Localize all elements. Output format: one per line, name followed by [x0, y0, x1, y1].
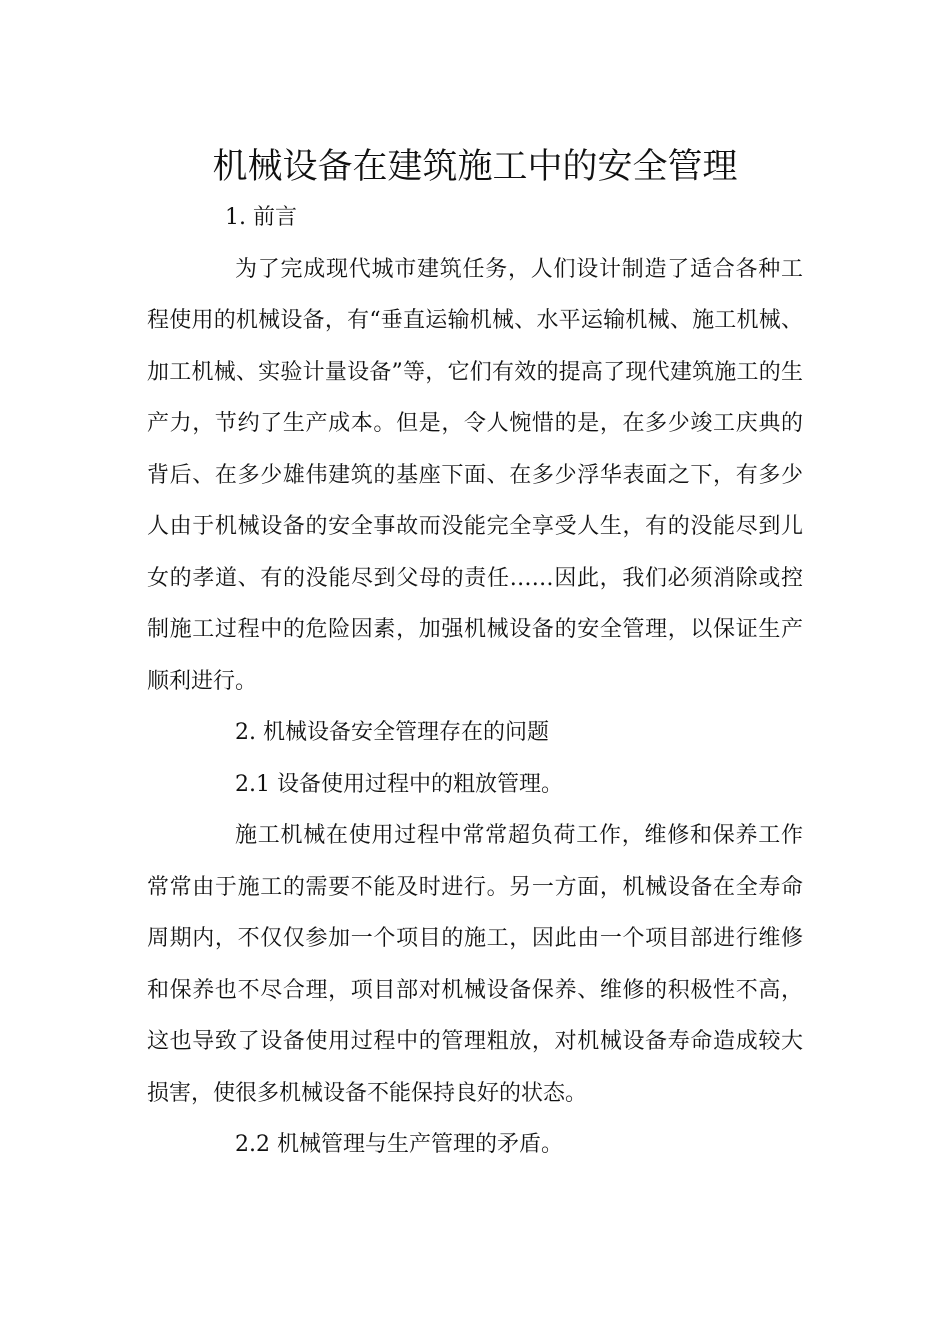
body-paragraph: 为了完成现代城市建筑任务，人们设计制造了适合各种工程使用的机械设备，有“垂直运输机械、水平运输机械、施工机械、加工机械、实验计量设备”等，它们有效的提高了现代建筑施工的生产力，节约了生产成本。但是，令人惋惜的是，在多少竣工庆典的背后、在多少雄伟建筑的基座下面、在多少浮华表面之下，有多少人由于机械设备的安全事故而没能完全享受人生，有的没能尽到儿女的孝道、有的没能尽到父母的责任……因此，我们必须消除或控制施工过程中的危险因素，加强机械设备的安全管理，以保证生产顺利进行。 — [147, 256, 803, 694]
document-body — [147, 192, 803, 1171]
body-paragraph: 施工机械在使用过程中常常超负荷工作，维修和保养工作常常由于施工的需要不能及时进行。另一方面，机械设备在全寿命周期内，不仅仅参加一个项目的施工，因此由一个项目部进行维修和保养也不尽合理，项目部对机械设备保养、维修的积极性不高，这也导致了设备使用过程中的管理粗放，对机械设备寿命造成较大损害，使很多机械设备不能保持良好的状态。 — [147, 823, 803, 1106]
section-heading-problems: 2. 机械设备安全管理存在的问题 — [235, 720, 549, 745]
subsection-heading-2-1: 2.1 设备使用过程中的粗放管理。 — [235, 771, 563, 797]
document-title: 机械设备在建筑施工中的安全管理 — [212, 147, 738, 188]
section-heading-intro: 1. 前言 — [225, 205, 297, 230]
subsection-heading-2-2: 2.2 机械管理与生产管理的矛盾。 — [235, 1132, 563, 1157]
